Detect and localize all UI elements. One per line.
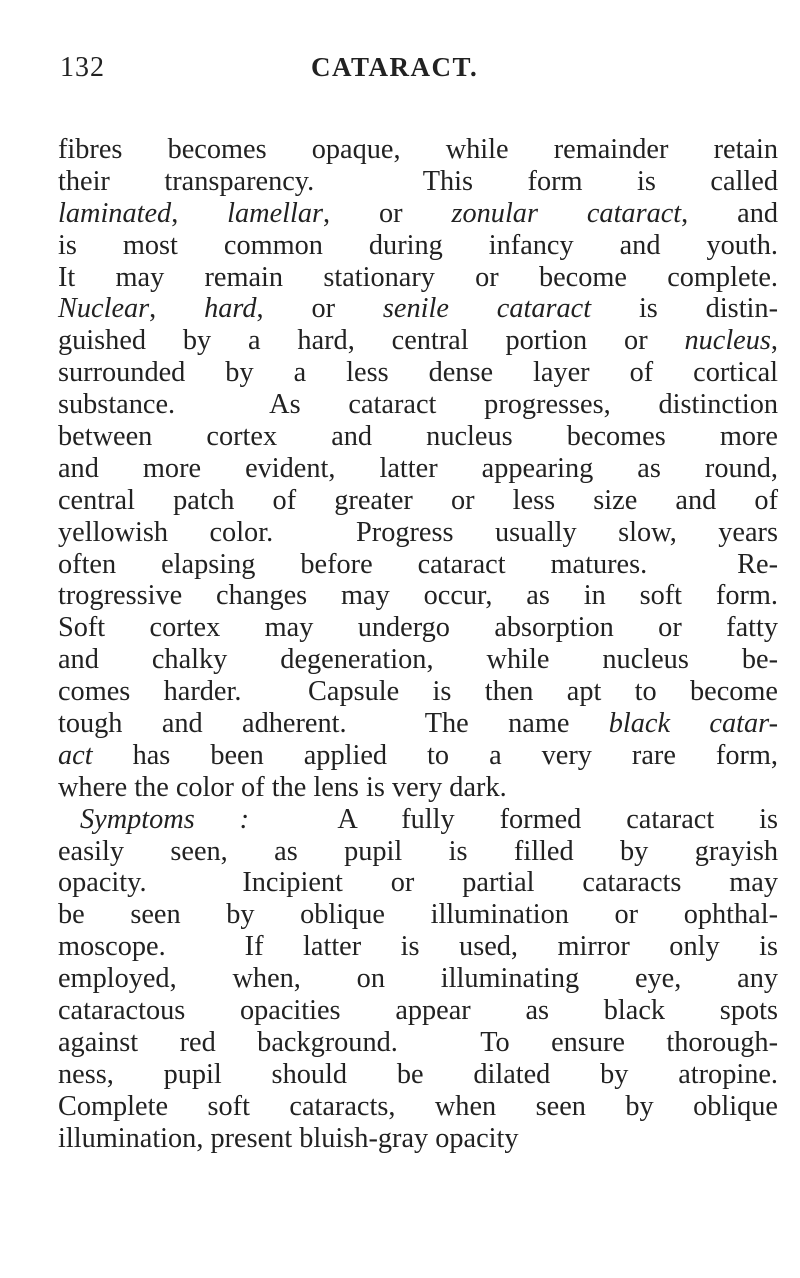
italic-term: zonular cataract <box>451 197 682 229</box>
page-number: 132 <box>60 52 105 83</box>
text-line <box>58 198 778 230</box>
body-text <box>58 134 778 1155</box>
text-run: employed, when, on illuminating eye, any <box>58 963 778 995</box>
text-run: It may remain stationary or become complete. <box>58 261 778 293</box>
text-line <box>58 485 778 517</box>
text-run: ness, pupil should be dilated by atropine. <box>58 1058 778 1090</box>
text-line <box>58 421 778 453</box>
text-line <box>58 262 778 294</box>
italic-term: black catar- <box>608 708 778 740</box>
italic-term: Nuclear <box>58 293 150 325</box>
italic-term: hard <box>204 293 257 325</box>
text-run: central patch of greater or less size and of <box>58 484 778 516</box>
text-run: cataractous opacities appear as black spots <box>58 995 778 1027</box>
text-run: comes harder. Capsule is then apt to become <box>58 676 778 708</box>
text-line <box>58 549 778 581</box>
text-line <box>58 740 778 772</box>
text-line <box>58 644 778 676</box>
text-line <box>58 1123 778 1155</box>
text-run: against red background. To ensure thorough- <box>58 1026 778 1058</box>
text-line <box>58 804 778 836</box>
text-line <box>58 931 778 963</box>
text-run: is distin- <box>591 293 778 325</box>
text-run: , <box>171 197 228 229</box>
text-line <box>58 836 778 868</box>
text-run: , or <box>256 293 383 325</box>
text-line <box>58 1059 778 1091</box>
text-line <box>58 166 778 198</box>
running-head: CATARACT. <box>311 52 479 82</box>
text-line <box>58 1027 778 1059</box>
text-line <box>58 772 778 804</box>
text-line <box>58 325 778 357</box>
text-run: Complete soft cataracts, when seen by oblique <box>58 1090 778 1122</box>
text-line <box>58 1091 778 1123</box>
text-run: opacity. Incipient or partial cataracts may <box>58 867 778 899</box>
italic-term: laminated <box>58 197 172 229</box>
text-run: , or <box>323 197 452 229</box>
text-run: is most common during infancy and youth. <box>58 229 778 261</box>
text-line <box>58 676 778 708</box>
text-line <box>58 995 778 1027</box>
text-run: , and <box>681 197 778 229</box>
text-run: surrounded by a less dense layer of cortical <box>58 357 778 389</box>
text-line <box>58 708 778 740</box>
text-line <box>58 357 778 389</box>
text-line <box>58 612 778 644</box>
italic-term: senile cataract <box>382 293 592 325</box>
text-line <box>58 134 778 166</box>
text-line <box>58 453 778 485</box>
text-run: guished by a hard, central portion or <box>58 325 685 357</box>
text-run: , <box>149 293 205 325</box>
text-line <box>58 867 778 899</box>
text-line <box>58 389 778 421</box>
text-run: has been applied to a very rare form, <box>92 739 778 771</box>
text-run: often elapsing before cataract matures. Re- <box>58 548 778 580</box>
text-run: fibres becomes opaque, while remainder retain <box>58 134 778 165</box>
italic-term: nucleus <box>684 325 771 357</box>
text-line <box>58 517 778 549</box>
italic-term: lamellar <box>227 197 324 229</box>
text-run: between cortex and nucleus becomes more <box>58 421 778 453</box>
text-run: their transparency. This form is called <box>58 165 778 197</box>
text-run: , <box>770 325 778 357</box>
text-run: tough and adherent. The name <box>58 708 609 740</box>
text-line <box>58 899 778 931</box>
italic-term: act <box>58 739 93 771</box>
text-run: and chalky degeneration, while nucleus be- <box>58 644 778 676</box>
text-line <box>58 963 778 995</box>
text-run: Soft cortex may undergo absorption or fatty <box>58 612 778 644</box>
text-line <box>58 293 778 325</box>
text-run: substance. As cataract progresses, distinction <box>58 389 778 421</box>
text-line <box>58 580 778 612</box>
text-line <box>58 230 778 262</box>
text-run: moscope. If latter is used, mirror only is <box>58 931 778 963</box>
text-run: A fully formed cataract is <box>249 803 778 835</box>
text-run: be seen by oblique illumination or ophthal- <box>58 899 778 931</box>
text-run: trogressive changes may occur, as in soft form. <box>58 580 778 612</box>
page-header <box>58 52 778 92</box>
text-run: and more evident, latter appearing as round, <box>58 452 778 484</box>
text-run: yellowish color. Progress usually slow, years <box>58 516 778 548</box>
text-run: where the color of the lens is very dark. <box>58 771 507 803</box>
text-run: easily seen, as pupil is filled by grayish <box>58 835 778 867</box>
text-run: illumination, present bluish-gray opacity <box>58 1122 519 1154</box>
book-page <box>58 52 778 1155</box>
italic-term: Symptoms : <box>80 803 250 835</box>
